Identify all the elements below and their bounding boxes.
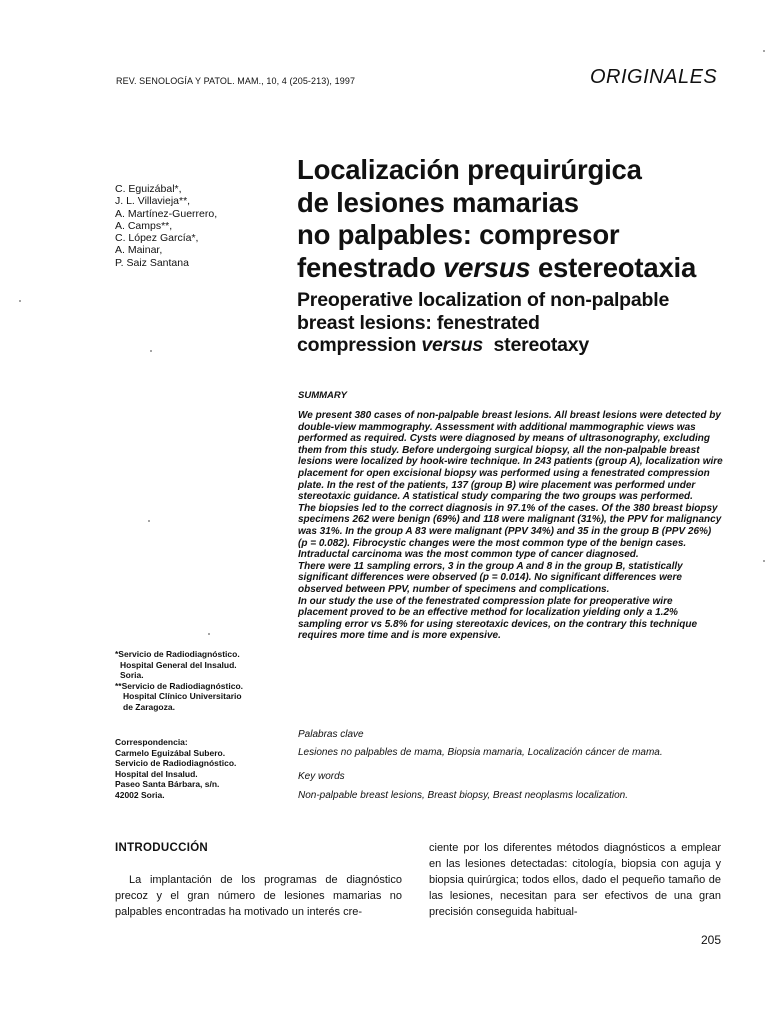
correspondence-line: Hospital del Insalud. bbox=[115, 768, 198, 779]
scan-speck bbox=[148, 520, 150, 522]
correspondence-block bbox=[115, 737, 290, 800]
introduction-column-2: ciente por los diferentes métodos diagnósticos a emplear en las lesiones detectadas: citología, biopsia con aguja y biopsia quirúrgica; todos ellos, dado el pequeño tamaño de las lesiones, necesitan para ser efectivos de una gran precisión conseguida habitual- bbox=[429, 842, 721, 918]
affiliation-line: Soria. bbox=[120, 670, 144, 681]
journal-reference: REV. SENOLOGÍA Y PATOL. MAM., 10, 4 (205-213), 1997 bbox=[116, 76, 356, 86]
affiliation-line: de Zaragoza. bbox=[123, 701, 175, 712]
article-title-english bbox=[297, 289, 737, 357]
summary-body bbox=[298, 410, 723, 642]
scan-speck bbox=[19, 300, 21, 302]
article-title-spanish bbox=[297, 154, 737, 284]
section-label: ORIGINALES bbox=[590, 66, 718, 88]
affiliation-line: Hospital General del Insalud. bbox=[120, 659, 237, 670]
title-line bbox=[297, 252, 737, 285]
title-line: de lesiones mamarias bbox=[297, 186, 579, 218]
summary-paragraph: The biopsies led to the correct diagnosis in 97.1% of the cases. Of the 380 breast biopsy specimens 262 were benign (69%) and 118 were malignant (31%), the PPV for malignancy was 31%. In the group A 83 were malignant (PPV 34%) and 35 in the group B (PPV 26%) (p = 0.082). Fibrocystic changes were the most common type of the benign cases. Intraductal carcinoma was the most common type of cancer diagnosed. bbox=[298, 502, 722, 561]
title-text: fenestrado bbox=[297, 251, 444, 283]
title-text: estereotaxia bbox=[530, 251, 697, 283]
title-line: Preoperative localization of non-palpable bbox=[297, 289, 670, 311]
keywords-spanish: Lesiones no palpables de mama, Biopsia mamaria, Localización cáncer de mama. bbox=[298, 747, 663, 758]
scan-speck bbox=[208, 633, 210, 635]
title-line: breast lesions: fenestrated bbox=[297, 311, 540, 334]
title-text: stereotaxy bbox=[483, 334, 590, 356]
correspondence-line: Paseo Santa Bárbara, s/n. bbox=[115, 779, 220, 789]
title-line: no palpables: compresor bbox=[297, 219, 620, 250]
summary-heading: SUMMARY bbox=[298, 390, 347, 401]
title-text: compression bbox=[297, 334, 422, 356]
correspondence-line: Servicio de Radiodiagnóstico. bbox=[115, 758, 237, 768]
scan-speck bbox=[763, 560, 765, 562]
title-line bbox=[297, 334, 737, 357]
affiliation-line: Hospital Clínico Universitario bbox=[123, 691, 242, 702]
title-italic-text: versus bbox=[443, 251, 531, 283]
author-name: P. Saiz Santana bbox=[115, 256, 189, 269]
affiliation-line: **Servicio de Radiodiagnóstico. bbox=[115, 680, 244, 691]
title-italic-text: versus bbox=[421, 334, 484, 356]
page-number: 205 bbox=[701, 933, 722, 947]
scan-speck bbox=[150, 350, 152, 352]
affiliation-line: *Servicio de Radiodiagnóstico. bbox=[115, 649, 240, 659]
author-name: A. Mainar, bbox=[115, 244, 163, 257]
affiliations bbox=[115, 649, 290, 713]
correspondence-line: Correspondencia: bbox=[115, 737, 188, 747]
keywords-spanish-label: Palabras clave bbox=[298, 729, 364, 740]
author-name: J. L. Villavieja**, bbox=[115, 195, 191, 208]
correspondence-line: 42002 Soria. bbox=[115, 789, 165, 800]
introduction-heading: INTRODUCCIÓN bbox=[115, 842, 209, 854]
introduction-column-1: La implantación de los programas de diagnóstico precoz y el gran número de lesiones mamarias no palpables encontradas ha motivado un interés cre- bbox=[115, 874, 402, 918]
scan-speck bbox=[763, 50, 765, 52]
keywords-english: Non-palpable breast lesions, Breast biopsy, Breast neoplasms localization. bbox=[298, 790, 628, 801]
author-name: A. Martínez-Guerrero, bbox=[115, 207, 218, 220]
summary-paragraph: In our study the use of the fenestrated compression plate for preoperative wire placement proved to be an effective method for localization yielding only a 1.2% sampling error vs 5.8% for using stereotaxic devices, on the contrary this technique requires more time and is more expensive. bbox=[298, 595, 698, 642]
summary-paragraph: There were 11 sampling errors, 3 in the group A and 8 in the group B, statistically significant differences were observed (p = 0.014). No significant differences were observed between PPV, number of specimens and complications. bbox=[298, 560, 683, 595]
keywords-english-label: Key words bbox=[298, 771, 345, 782]
author-name: A. Camps**, bbox=[115, 219, 173, 232]
author-name: C. Eguizábal*, bbox=[115, 183, 182, 195]
correspondence-line: Carmelo Eguizábal Subero. bbox=[115, 747, 226, 758]
author-list bbox=[115, 183, 217, 269]
summary-paragraph: We present 380 cases of non-palpable breast lesions. All breast lesions were detected by double-view mammography. Assessment with additional mammographic views was performed as required. Cysts were diagnosed by means of ultrasonography, excluding them from this study. Before undergoing surgical biopsy, all the non-palpable breast lesions were localized by hook-wire technique. In 243 patients (group A), localization wire placement for open excisional biopsy was performed using a fenestrated compression plate. In the rest of the patients, 137 (group B) wire placement was performed under stereotaxic guidance. A statistical study comparing the two groups was performed. bbox=[298, 410, 723, 503]
title-line: Localización prequirúrgica bbox=[297, 154, 642, 185]
author-name: C. López García*, bbox=[115, 232, 199, 245]
